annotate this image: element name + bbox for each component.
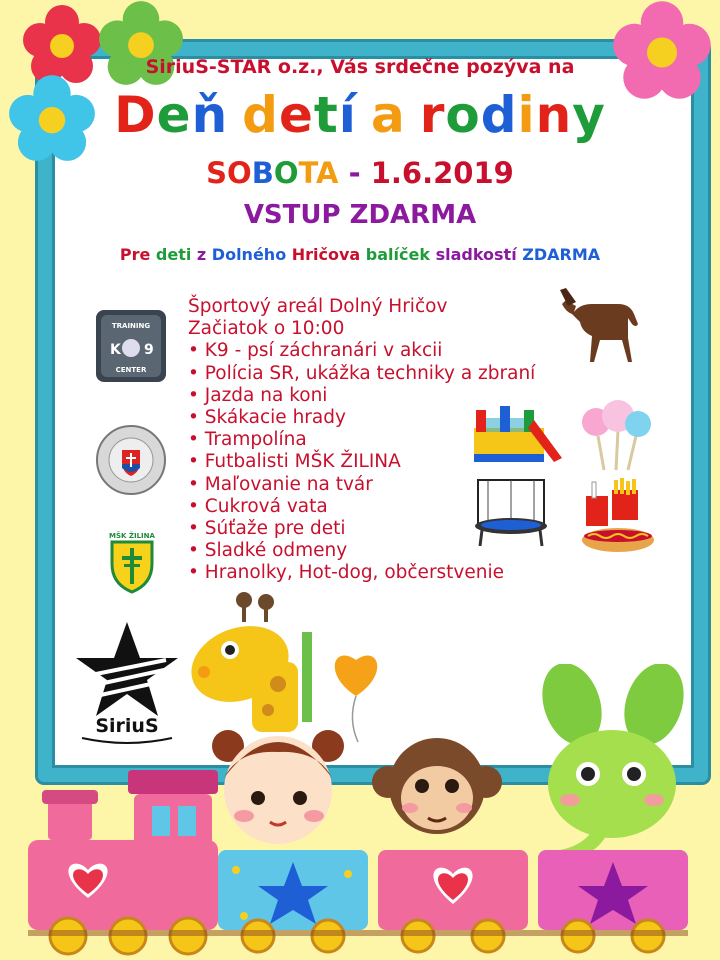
police-badge-logo [95, 424, 167, 496]
start-time: Začiatok o 10:00 [188, 318, 345, 340]
promo-segment: sladkostí [435, 245, 523, 264]
bullet: • [188, 473, 205, 495]
title-letter: e [156, 86, 192, 144]
bullet: • [188, 518, 205, 540]
k9-logo-right: 9 [144, 342, 154, 358]
bullet: • [188, 451, 205, 473]
activity-label: Súťaže pre deti [204, 518, 346, 540]
free-entry: VSTUP ZDARMA [243, 200, 477, 230]
promo-segment: balíček [365, 245, 436, 264]
sirius-logo [74, 620, 180, 744]
bullet: • [188, 429, 205, 451]
promo-segment: Dolného [211, 245, 292, 264]
venue: Športový areál Dolný Hričov [188, 296, 448, 317]
bullet: • [188, 407, 205, 429]
activity-label: Cukrová vata [204, 495, 328, 517]
activity-item [188, 363, 608, 385]
title-letter: t [313, 86, 339, 144]
event-date [0, 156, 720, 190]
title-letter: r [419, 86, 446, 144]
bouncy-castle-icon [470, 398, 564, 468]
activity-label: Polícia SR, ukážka techniky a zbraní [204, 362, 536, 384]
title-letter: y [572, 86, 606, 144]
activity-label: Jazda na koni [204, 384, 328, 406]
promo-segment: Pre [119, 245, 156, 264]
invite-line: SiriuS-STAR o.z., Vás srdečne pozýva na [145, 56, 575, 78]
title-letter: d [242, 86, 279, 144]
title-letter: e [278, 86, 314, 144]
date-segment: SO [206, 156, 252, 190]
bullet: • [188, 340, 205, 362]
sirius-logo-text: SiriuS [95, 715, 159, 737]
title-letter: d [480, 86, 518, 144]
title-word [420, 86, 606, 144]
date-segment: B [251, 156, 274, 190]
date-segment: O [273, 156, 299, 190]
activity-label: Trampolína [204, 429, 307, 451]
activity-label: Hranolky, Hot-dog, občerstvenie [204, 562, 505, 584]
k9-logo-bottom: CENTER [115, 366, 147, 374]
title-letter: í [338, 86, 357, 144]
promo-segment: ZDARMA [522, 245, 601, 264]
giraffe-icon [182, 592, 322, 732]
title-word [371, 86, 406, 144]
horse-icon [552, 286, 644, 366]
title-word [114, 86, 228, 144]
msk-logo-text: MŠK ŽILINA [109, 532, 155, 540]
activity-item [188, 340, 608, 362]
bullet: • [188, 562, 205, 584]
cotton-candy-icon [578, 396, 654, 472]
fries-hotdog-icon [578, 478, 658, 558]
event-title [0, 86, 720, 144]
promo-segment: z [196, 245, 212, 264]
msk-zilina-logo [104, 530, 160, 594]
title-letter: D [114, 86, 157, 144]
k9-training-center-logo [92, 306, 170, 386]
date-segment: - [338, 156, 371, 190]
bullet: • [188, 362, 205, 384]
title-letter: i [517, 86, 536, 144]
activity-label: Futbalisti MŠK ŽILINA [204, 451, 401, 473]
k9-logo-top: TRAINING [111, 322, 151, 330]
activity-item [188, 562, 608, 584]
date-segment: TA [298, 156, 339, 190]
k9-logo-left: K [110, 342, 121, 358]
bullet: • [188, 384, 205, 406]
trampoline-icon [470, 474, 552, 550]
promo-segment: Hričova [291, 245, 366, 264]
title-letter: o [445, 86, 481, 144]
activity-label: Maľovanie na tvár [204, 473, 373, 495]
activity-label: Sladké odmeny [204, 540, 348, 562]
title-letter: ň [191, 86, 229, 144]
date-segment: 1.6.2019 [370, 156, 514, 190]
title-letter: a [370, 86, 406, 144]
activity-label: Skákacie hrady [204, 407, 346, 429]
bullet: • [188, 495, 205, 517]
title-letter: n [535, 86, 573, 144]
flower-pink-icon [612, 0, 712, 100]
toy-train-icon [18, 770, 698, 960]
activity-label: K9 - psí záchranári v akcii [204, 340, 443, 362]
promo-line [0, 245, 720, 264]
title-word [242, 86, 357, 144]
bullet: • [188, 540, 205, 562]
promo-segment: deti [155, 245, 197, 264]
